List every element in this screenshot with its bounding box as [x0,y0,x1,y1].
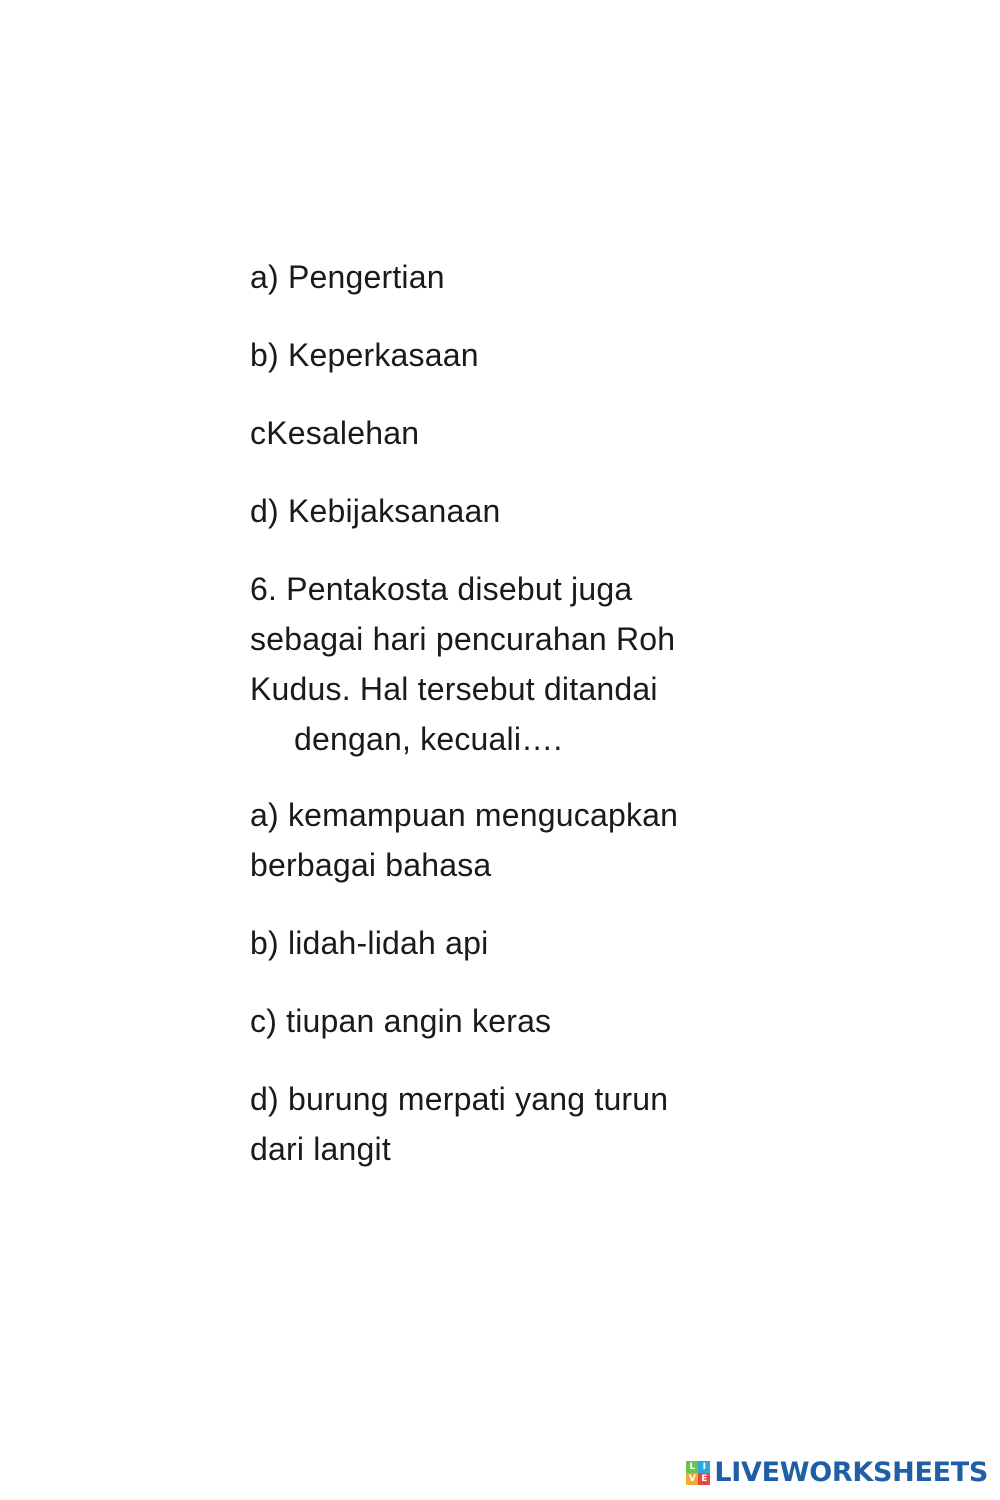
logo-letter: L [686,1461,698,1473]
option-text: b) lidah-lidah api [250,925,489,961]
option-q6-d[interactable] [250,1074,750,1174]
option-prev-c[interactable] [250,408,750,458]
question-line: dengan, kecuali…. [294,721,563,757]
option-prev-d[interactable] [250,486,750,536]
option-prev-a[interactable] [250,252,750,302]
question-line: 6. Pentakosta disebut juga [250,571,633,607]
brand-text: LIVEWORKSHEETS [714,1457,988,1488]
option-prev-b[interactable] [250,330,750,380]
option-text: berbagai bahasa [250,847,492,883]
option-q6-c[interactable] [250,996,750,1046]
logo-letter: I [698,1461,710,1473]
logo-letter: V [686,1473,698,1485]
worksheet-content [250,252,750,1202]
option-text: a) kemampuan mengucapkan [250,797,679,833]
question-line: sebagai hari pencurahan Roh [250,621,676,657]
option-q6-b[interactable] [250,918,750,968]
logo-letter: E [698,1473,710,1485]
option-text: dari langit [250,1131,391,1167]
question-6 [250,564,750,764]
option-text: cKesalehan [250,415,420,451]
question-line: Kudus. Hal tersebut ditandai [250,671,658,707]
option-text: b) Keperkasaan [250,337,479,373]
option-text: d) Kebijaksanaan [250,493,501,529]
liveworksheets-brand [686,1458,988,1488]
option-q6-a[interactable] [250,790,750,890]
liveworksheets-logo-icon [686,1461,710,1485]
option-text: a) Pengertian [250,259,445,295]
option-text: c) tiupan angin keras [250,1003,552,1039]
option-text: d) burung merpati yang turun [250,1081,669,1117]
